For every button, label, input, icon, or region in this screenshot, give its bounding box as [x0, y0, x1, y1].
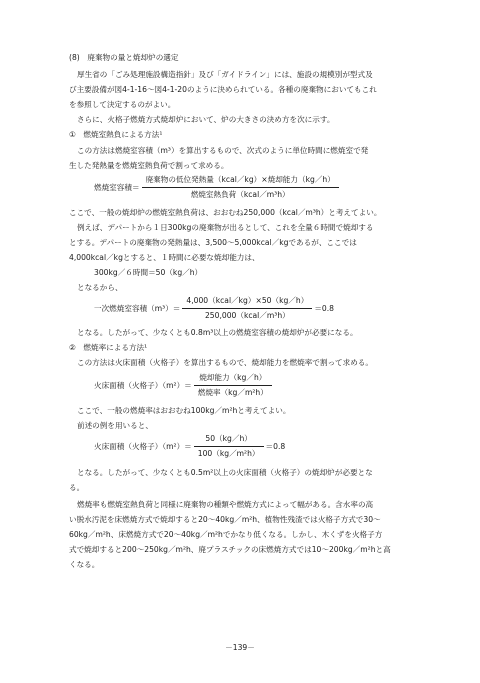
paragraph-line: 300kg／６時間＝50（kg／h） [94, 268, 203, 277]
paragraph-line: となるから、 [77, 283, 123, 292]
formula-numerator: 廃棄物の低位発熱量（kcal／kg）×焼却能力（kg／h） [145, 175, 335, 184]
formula-numerator: 50（kg／h） [205, 434, 252, 443]
formula-denominator: 250,000（kcal／m³h） [204, 311, 290, 320]
paragraph-line: 厚生省の「ごみ処理施設構造指針」及び「ガイドライン」には、施設の規模別が型式及 [77, 70, 373, 79]
formula-result: ＝0.8 [314, 303, 334, 313]
formula-grate-area-example [94, 434, 285, 459]
fraction-bar [182, 308, 312, 309]
paragraph-line: さらに、火格子燃焼方式焼却炉において、炉の大きさの決め方を次に示す。 [77, 115, 335, 124]
paragraph-line: 4,000kcal／kgとすると、１時間に必要な焼却能力は、 [69, 253, 260, 262]
fraction-bar [142, 187, 339, 188]
formula-denominator: 100（kg／m²h） [197, 449, 260, 458]
formula-numerator: 焼却能力（kg／h） [199, 373, 267, 382]
paragraph-line: い脱水汚泥を床燃焼方式で焼却すると20～40kg／m²h、植物性残渣では火格子方式で30～ [69, 515, 381, 524]
paragraph-line: ここで、一般の焼却炉の燃焼室熱負荷は、おおむね250,000（kcal／m³h）と考えてよい。 [69, 208, 382, 217]
formula-lhs: 一次燃焼室容積（m³）＝ [94, 303, 181, 313]
formula-denominator: 燃焼率（kg／m²h） [197, 388, 268, 397]
formula-result: ＝0.8 [265, 441, 286, 451]
paragraph-line: 燃焼率も燃焼室熱負荷と同様に廃棄物の種類や燃焼方式によって幅がある。含水率の高 [77, 500, 374, 509]
method2-title: ② 燃焼率による方法¹ [69, 343, 148, 352]
fraction-bar [194, 385, 272, 386]
paragraph-line: 前述の例を用いると、 [77, 421, 153, 430]
formula-grate-area [94, 373, 270, 398]
paragraph-line: くなる。 [69, 560, 100, 569]
formula-primary-chamber [94, 296, 334, 321]
paragraph-line: び主要設備が図4-1-16～図4-1-20のように決められている。各種の廃棄物においてもこれ [69, 85, 377, 94]
paragraph-line: とする。デパートの廃棄物の発熱量は、3,500～5,000kcal／kgであるが、ここでは [69, 238, 357, 247]
paragraph-line: 生した発熱量を燃焼室熱負荷で割って求める。 [69, 161, 229, 170]
paragraph-line: となる。したがって、少なくとも0.8m³以上の燃焼室容積の焼却炉が必要になる。 [77, 328, 358, 337]
formula-numerator: 4,000（kcal／kg）×50（kg／h） [186, 296, 309, 305]
formula-lhs: 燃焼室容積＝ [94, 182, 140, 192]
method1-title: ① 燃焼室熱負による方法¹ [69, 130, 163, 139]
paragraph-line: る。 [69, 483, 85, 492]
paragraph-line: 式で焼却すると200～250kg／m²h、廃プラスチックの床燃焼方式では10～200kg／m²hと高 [69, 545, 391, 554]
fraction-bar [194, 446, 264, 447]
paragraph-line: を参照して決定するのがよい。 [69, 100, 176, 109]
page-heading: (8) 廃棄物の量と焼却炉の選定 [69, 53, 179, 62]
paragraph-line: 例えば、デパートから１日300kgの廃棄物が出るとして、これを全量６時間で焼却する [77, 223, 374, 232]
page-number: －139－ [225, 643, 255, 652]
formula-combustion-chamber [94, 175, 337, 200]
formula-lhs: 火床面積（火格子）（m²）＝ [94, 441, 192, 451]
paragraph-line: 60kg／m²h、床燃焼方式で20～40kg／m²hでかなり低くなる。しかし、木くずを火格子方 [69, 530, 383, 539]
paragraph-line: この方法は火床面積（火格子）を算出するもので、焼却能力を燃焼率で割って求める。 [77, 358, 373, 367]
paragraph-line: ここで、一般の燃焼率はおおむね100kg／m²hと考えてよい。 [77, 406, 291, 415]
paragraph-line: となる。したがって、少なくとも0.5m²以上の火床面積（火格子）の焼却炉が必要とな [77, 468, 373, 477]
formula-lhs: 火床面積（火格子）（m²）＝ [94, 380, 192, 390]
paragraph-line: この方法は燃焼室容積（m³）を算出するもので、次式のように単位時間に燃焼室で発 [77, 146, 369, 155]
formula-denominator: 燃焼室熱負荷（kcal／m³h） [190, 190, 290, 199]
